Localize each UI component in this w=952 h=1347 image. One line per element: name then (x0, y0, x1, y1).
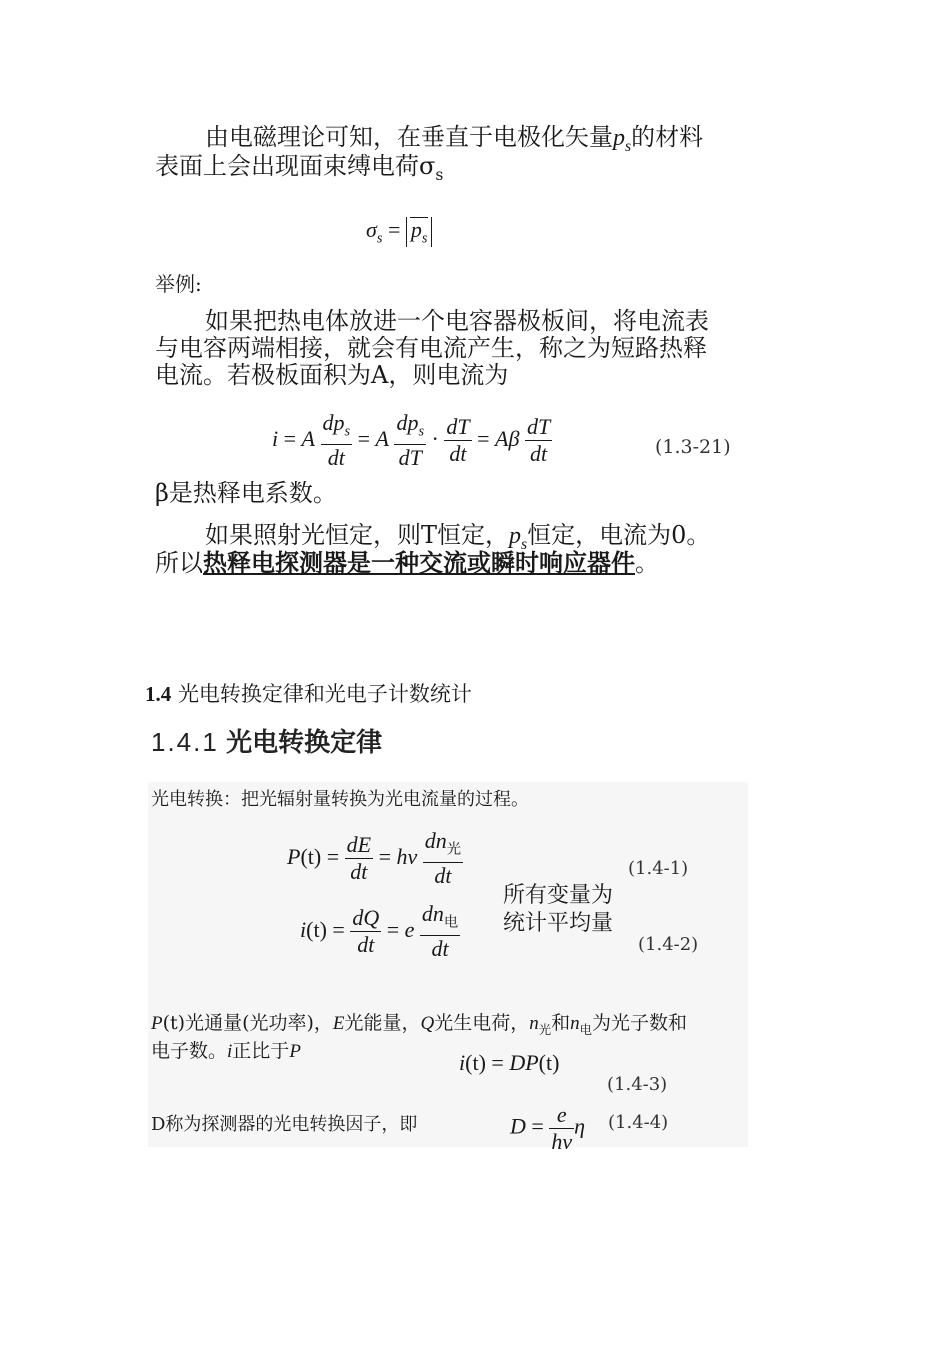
fraction (394, 410, 426, 471)
equation-number: (1.4-2) (638, 934, 699, 955)
paragraph-line: 电流。若极板面积为A，则电流为 (155, 361, 509, 389)
symbol: i (272, 425, 279, 451)
symbol: β (508, 425, 520, 451)
text: 的材料 (631, 123, 704, 151)
definition: 光电转换：把光辐射量转换为光电流量的过程。 (151, 789, 529, 810)
fraction: $\frac{e}{h\nu}$ (551, 1102, 573, 1154)
variables-line: 电子数。i正比于P (151, 1040, 301, 1062)
numerator: dT (526, 414, 551, 440)
variables-line: P(t)光通量(光功率)，E光能量，Q光生电荷，$n_光$和$n_电$为光子数和 (151, 1012, 687, 1037)
equation-current (272, 410, 552, 471)
numerator: $dp_s$ (321, 410, 353, 445)
equation-dp: i(t) = DP(t) (459, 1050, 560, 1075)
equation-number: (1.4-4) (608, 1112, 669, 1133)
variable: p (613, 125, 625, 151)
fraction (444, 414, 471, 467)
symbol: A (301, 425, 315, 451)
text: 由电磁理论可知，在垂直于电极化矢量 (205, 123, 613, 151)
numerator: dT (446, 414, 470, 440)
fraction: $\frac{dE}{dt}$ (346, 832, 372, 885)
denominator: dt (449, 441, 467, 467)
example-label: 举例: (155, 272, 202, 296)
subscript: s (625, 137, 632, 155)
fraction: $\frac{dQ}{dt}$ (352, 905, 380, 958)
equation-number: (1.3-21) (655, 436, 731, 458)
symbol: A (495, 425, 509, 451)
d-line: D称为探测器的光电转换因子，即 (151, 1114, 418, 1135)
emphasis-text: 热释电探测器是一种交流或瞬时响应器件 (203, 548, 635, 577)
operator: = (283, 425, 297, 451)
section-heading: 1.4 光电转换定律和光电子计数统计 (145, 682, 472, 706)
paragraph-line: 如果把热电体放进一个电容器极板间，将电流表 (205, 307, 709, 335)
fraction: $\frac{dn_电}{dt}$ (421, 901, 459, 962)
denominator: dt (327, 445, 345, 471)
denominator: dT (398, 445, 422, 471)
subscript: s (376, 230, 383, 247)
note-line: 统计平均量 (503, 911, 614, 936)
fraction (525, 414, 552, 467)
equation-i: i(t) = $\frac{dQ}{dt}$ = e $\frac{dn_电}{dt}$ (300, 901, 459, 962)
fraction (321, 410, 353, 471)
operator: = (387, 217, 401, 242)
text: 表面上会出现面束缚电荷σ (155, 152, 436, 180)
paragraph-line (155, 153, 443, 189)
subsection-heading: 1.4.1 光电转换定律 (151, 727, 383, 757)
equation-power: P(t) = $\frac{dE}{dt}$ = hν $\frac{dn_光}{dt}$ (287, 828, 462, 889)
equation-number: (1.4-1) (628, 858, 689, 879)
paragraph-line: 如果照射光恒定，则T恒定，$p_s$恒定，电流为0。 (205, 521, 711, 553)
abs-vector (406, 217, 433, 247)
note-line: 所有变量为 (503, 883, 614, 908)
paragraph-line: 与电容两端相接，就会有电流产生，称之为短路热释 (155, 334, 707, 362)
fraction: $\frac{dn_光}{dt}$ (424, 828, 462, 889)
vector-arrow (410, 217, 429, 218)
equation-D: D = $\frac{e}{h\nu}$ η (510, 1102, 585, 1154)
symbol: σ (366, 217, 377, 242)
equation-sigma (366, 217, 432, 247)
paragraph-line: 所以热释电探测器是一种交流或瞬时响应器件。 (155, 548, 659, 577)
subscript: s (421, 230, 428, 247)
denominator: dt (530, 441, 548, 467)
subscript: s (435, 165, 444, 184)
beta-line: β是热释电系数。 (155, 479, 337, 507)
operator: · (431, 425, 439, 451)
numerator: $dp_s$ (394, 410, 426, 445)
variable: p (410, 217, 422, 242)
operator: = (477, 425, 490, 451)
operator: = (357, 425, 370, 451)
symbol: A (375, 425, 389, 451)
equation-number: (1.4-3) (607, 1074, 668, 1095)
